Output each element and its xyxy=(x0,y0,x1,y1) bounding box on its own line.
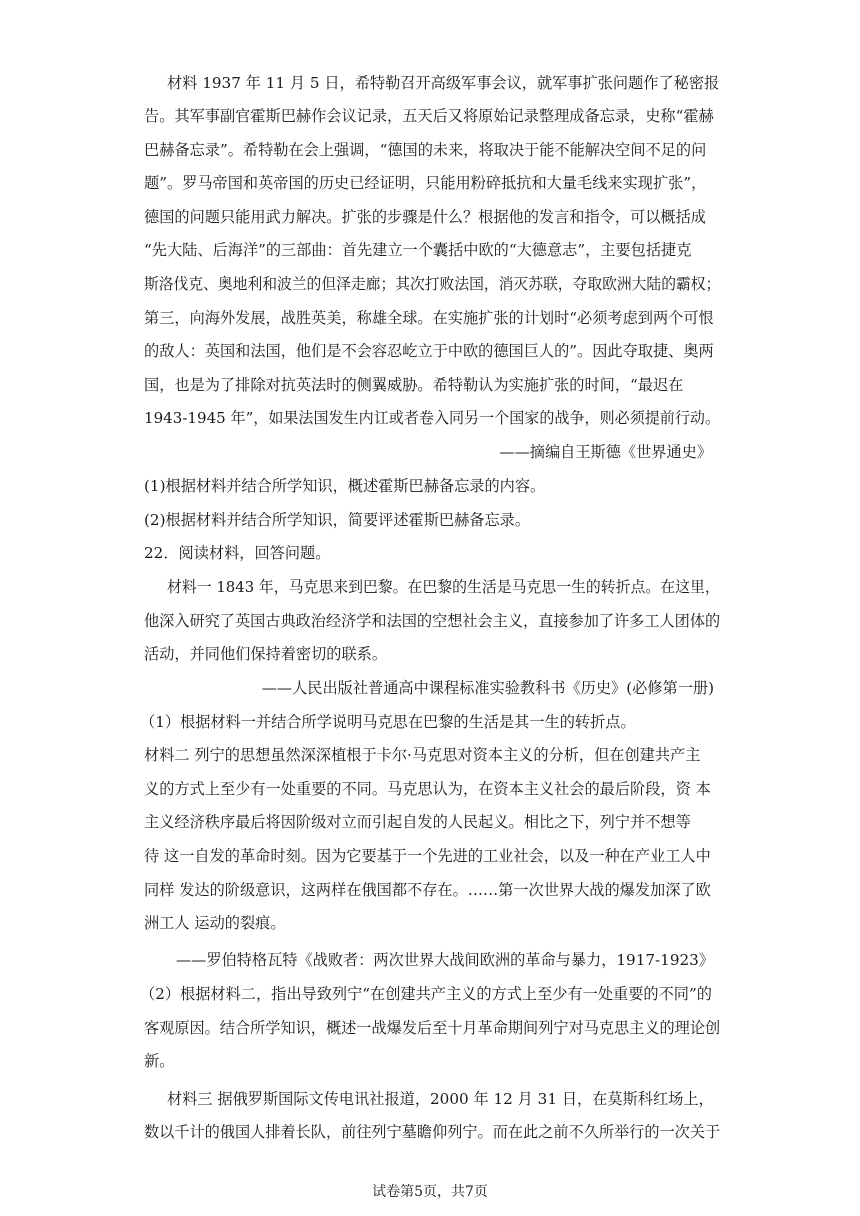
question-22-heading: 22．阅读材料，回答问题。 xyxy=(144,544,331,562)
material-22-1-line: 活动，并同他们保持着密切的联系。 xyxy=(144,645,387,663)
material-21-line: 第三，向海外发展，战胜英美，称雄全球。在实施扩张的计划时“必须考虑到两个可恨 xyxy=(144,309,714,327)
question-22-2-line: （2）根据材料二，指出导致列宁“在创建共产主义的方式上至少有一处重要的不同”的 xyxy=(140,985,712,1003)
material-22-1-source: ——人民出版社普通高中课程标准实验教科书《历史》(必修第一册) xyxy=(261,679,714,697)
material-22-2-line: 义的方式上至少有一处重要的不同。马克思认为，在资本主义社会的最后阶段，资 本 xyxy=(144,780,711,798)
page-footer: 试卷第5页，共7页 xyxy=(372,1184,488,1200)
material-22-3-line: 数以千计的俄国人排着长队，前往列宁墓瞻仰列宁。而在此之前不久所举行的一次关于 xyxy=(144,1123,721,1141)
material-22-2-source: ——罗伯特格瓦特《战败者：两次世界大战间欧洲的革命与暴力，1917-1923》 xyxy=(175,951,714,969)
material-21-line: 国，也是为了排除对抗英法时的侧翼威胁。希特勒认为实施扩张的时间，“最迟在 xyxy=(144,376,684,394)
material-21-line: 题”。罗马帝国和英帝国的历史已经证明，只能用粉碎抵抗和大量毛线来实现扩张”， xyxy=(144,174,707,192)
material-21-line: 的敌人：英国和法国，他们是不会容忍屹立于中欧的德国巨人的”。因此夺取捷、奥两 xyxy=(144,342,714,360)
material-21-line: 巴赫备忘录”。希特勒在会上强调，“德国的未来，将取决于能不能解决空间不足的问 xyxy=(144,141,707,159)
material-21-line: 告。其军事副官霍斯巴赫作会议记录，五天后又将原始记录整理成备忘录，史称“霍赫 xyxy=(144,107,714,125)
material-21-line: 斯洛伐克、奥地利和波兰的但泽走廊；其次打败法国，消灭苏联，夺取欧洲大陆的霸权； xyxy=(144,275,721,293)
material-22-2-line: 材料二 列宁的思想虽然深深植根于卡尔·马克思对资本主义的分析，但在创建共产主 xyxy=(144,746,701,764)
material-22-2-line: 主义经济秩序最后将因阶级对立而引起自发的人民起义。相比之下，列宁并不想等 xyxy=(144,813,691,831)
material-21-line: 德国的问题只能用武力解决。扩张的步骤是什么？根据他的发言和指令，可以概括成 xyxy=(144,208,706,226)
material-22-1-line: 他深入研究了英国古典政治经济学和法国的空想社会主义，直接参加了许多工人团体的 xyxy=(144,612,721,630)
material-22-2-line: 待 这一自发的革命时刻。因为它要基于一个先进的工业社会，以及一种在产业工人中 xyxy=(144,847,711,865)
question-21-2: (2)根据材料并结合所学知识，简要评述霍斯巴赫备忘录。 xyxy=(144,511,531,529)
material-22-2-line: 洲工人 运动的裂痕。 xyxy=(144,914,286,932)
question-21-1: (1)根据材料并结合所学知识，概述霍斯巴赫备忘录的内容。 xyxy=(144,477,546,495)
material-22-3-line: 材料三 据俄罗斯国际文传电讯社报道，2000 年 12 月 31 日，在莫斯科红场上， xyxy=(167,1090,714,1108)
question-22-2-line: 客观原因。结合所学知识，概述一战爆发后至十月革命期间列宁对马克思主义的理论创 xyxy=(144,1019,721,1037)
material-21-line: “先大陆、后海洋”的三部曲：首先建立一个囊括中欧的“大德意志”，主要包括捷克 xyxy=(144,241,692,259)
material-21-line: 1943-1945 年”，如果法国发生内讧或者卷入同另一个国家的战争，则必须提前行动。 xyxy=(144,409,721,427)
question-22-1: （1）根据材料一并结合所学说明马克思在巴黎的生活是其一生的转折点。 xyxy=(140,713,636,731)
material-21-line: 材料 1937 年 11 月 5 日，希特勒召开高级军事会议，就军事扩张问题作了秘密报 xyxy=(167,74,720,92)
material-22-1-line: 材料一 1843 年，马克思来到巴黎。在巴黎的生活是马克思一生的转折点。在这里， xyxy=(167,578,720,596)
question-22-2-line: 新。 xyxy=(144,1052,175,1070)
material-22-2-line: 同样 发达的阶级意识，这两样在俄国都不存在。……第一次世界大战的爆发加深了欧 xyxy=(144,881,711,899)
material-21-source: ——摘编自王斯德《世界通史》 xyxy=(499,443,712,461)
